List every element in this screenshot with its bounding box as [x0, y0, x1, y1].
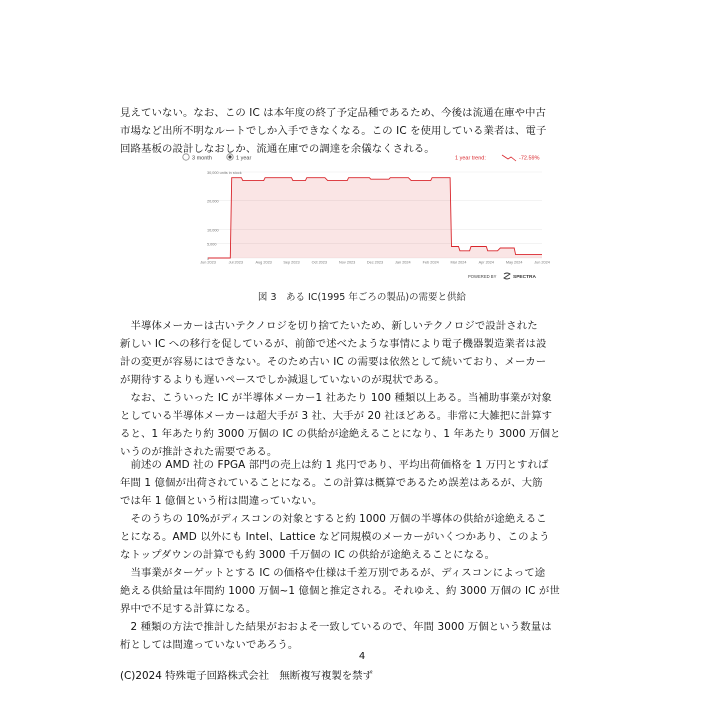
- x-tick-label: Mar 2024: [450, 260, 467, 265]
- text-line: 新しい IC への移行を促しているが、前節で述べたような事情により電子機器製造業者は設: [120, 338, 547, 350]
- x-tick-label: May 2024: [505, 260, 523, 265]
- x-tick-label: Jul 2023: [228, 260, 244, 265]
- text-line: 市場など出所不明なルートでしか入手できなくなる。この IC を使用している業者は、電子: [120, 125, 547, 137]
- copyright-footer: (C)2024 特殊電子回路株式会社 無断複写複製を禁ず: [120, 670, 373, 682]
- radio-3month[interactable]: [183, 154, 189, 160]
- text-line: なトップダウンの計算でも約 3000 千万個の IC の供給が途絶えることになる。: [120, 549, 496, 561]
- text-line: 絶える供給量は年間約 1000 万個~1 億個と推定される。それゆえ、約 3000 万個の IC が世: [120, 585, 560, 597]
- text-line: 桁としては間違っていないであろう。: [120, 639, 299, 651]
- x-tick-label: Sep 2023: [283, 260, 300, 265]
- x-tick-label: Jun 2023: [200, 260, 216, 265]
- radio-1year-dot: [228, 155, 231, 158]
- x-tick-label: Nov 2023: [339, 260, 356, 265]
- page-number: 4: [358, 651, 366, 662]
- y-tick-label: 0: [207, 257, 210, 261]
- x-tick-label: Apr 2024: [478, 260, 495, 265]
- x-tick-label: Jun 2024: [534, 260, 550, 265]
- text-line: 年間 1 億個が出荷されていることになる。この計算は概算であるため誤差はあるが、大筋: [120, 477, 543, 489]
- text-line: 界中で不足する計算になる。: [120, 603, 257, 615]
- toggle-3month-label[interactable]: 3 month: [192, 155, 212, 162]
- y-tick-label: 30,000 units in stock: [207, 171, 242, 175]
- spectra-logo-icon: [504, 273, 510, 279]
- text-line: としている半導体メーカーは超大手が 3 社、大手が 20 社ほどある。非常に大雑把に計算す: [120, 410, 553, 422]
- series-area: [208, 178, 542, 258]
- text-line: では年 1 億個という桁は間違っていない。: [120, 495, 323, 507]
- x-tick-label: Dec 2023: [366, 260, 384, 265]
- brand-label: SPECTRA: [513, 275, 536, 280]
- text-line: 半導体メーカーは古いテクノロジを切り捨てたいため、新しいテクノロジで設計された: [120, 320, 538, 332]
- trend-label: 1 year trend:: [455, 155, 486, 162]
- trend-down-icon: [502, 155, 516, 161]
- y-tick-label: 20,000: [207, 199, 219, 204]
- text-line: 前述の AMD 社の FPGA 部門の売上は約 1 兆円であり、平均出荷価格を 1 万円とすれば: [120, 459, 549, 471]
- x-tick-label: Oct 2023: [311, 260, 328, 265]
- text-line: が期待するよりも遅いペースでしか減退していないのが現状である。: [120, 374, 445, 386]
- text-line: とになる。AMD 以外にも Intel、Lattice など同規模のメーカーがいくつかあり、このよう: [120, 531, 550, 543]
- text-line: ると、1 年あたり約 3000 万個の IC の供給が途絶えることになり、1 年あたり 3000 万個と: [120, 428, 561, 440]
- stock-chart: [180, 150, 550, 290]
- body-paragraph-a: [120, 317, 620, 461]
- body-paragraph-b: [120, 456, 620, 654]
- text-line: 当事業がターゲットとする IC の価格や仕様は千差万別であるが、ディスコンによって途: [120, 567, 546, 579]
- x-tick-label: Feb 2024: [422, 260, 439, 265]
- figure-caption: 図 3 ある IC(1995 年ごろの製品)の需要と供給: [257, 292, 467, 303]
- powered-by-label: POWERED BY: [468, 274, 497, 279]
- chart-svg: [180, 150, 550, 290]
- x-tick-label: Jan 2024: [395, 260, 411, 265]
- text-line: 回路基板の設計しなおしか、流通在庫での調達を余儀なくされる。: [120, 143, 435, 155]
- x-tick-label: Aug 2023: [255, 260, 272, 265]
- toggle-1year-label[interactable]: 1 year: [236, 155, 252, 162]
- text-line: 2 種類の方法で推計した結果がおおよそ一致しているので、年間 3000 万個という数量は: [120, 621, 552, 633]
- text-line: 見えていない。なお、この IC は本年度の終了予定品種であるため、今後は流通在庫や中古: [120, 107, 547, 119]
- y-tick-label: 10,000: [207, 228, 219, 233]
- y-tick-label: 5,000: [207, 242, 217, 247]
- series-layer: [208, 178, 542, 258]
- text-line: いうのが推計された需要である。: [120, 446, 278, 458]
- x-tick-layer: [200, 261, 550, 265]
- trend-value: -72.59%: [519, 155, 540, 162]
- text-line: なお、こういった IC が半導体メーカー1 社あたり 100 種類以上ある。当補助事業が対象: [120, 392, 552, 404]
- text-line: 計の変更が容易にはできない。そのため古い IC の需要は依然として続いており、メーカー: [120, 356, 547, 368]
- text-line: そのうちの 10%がディスコンの対象とすると約 1000 万個の半導体の供給が途絶えるこ: [120, 513, 547, 525]
